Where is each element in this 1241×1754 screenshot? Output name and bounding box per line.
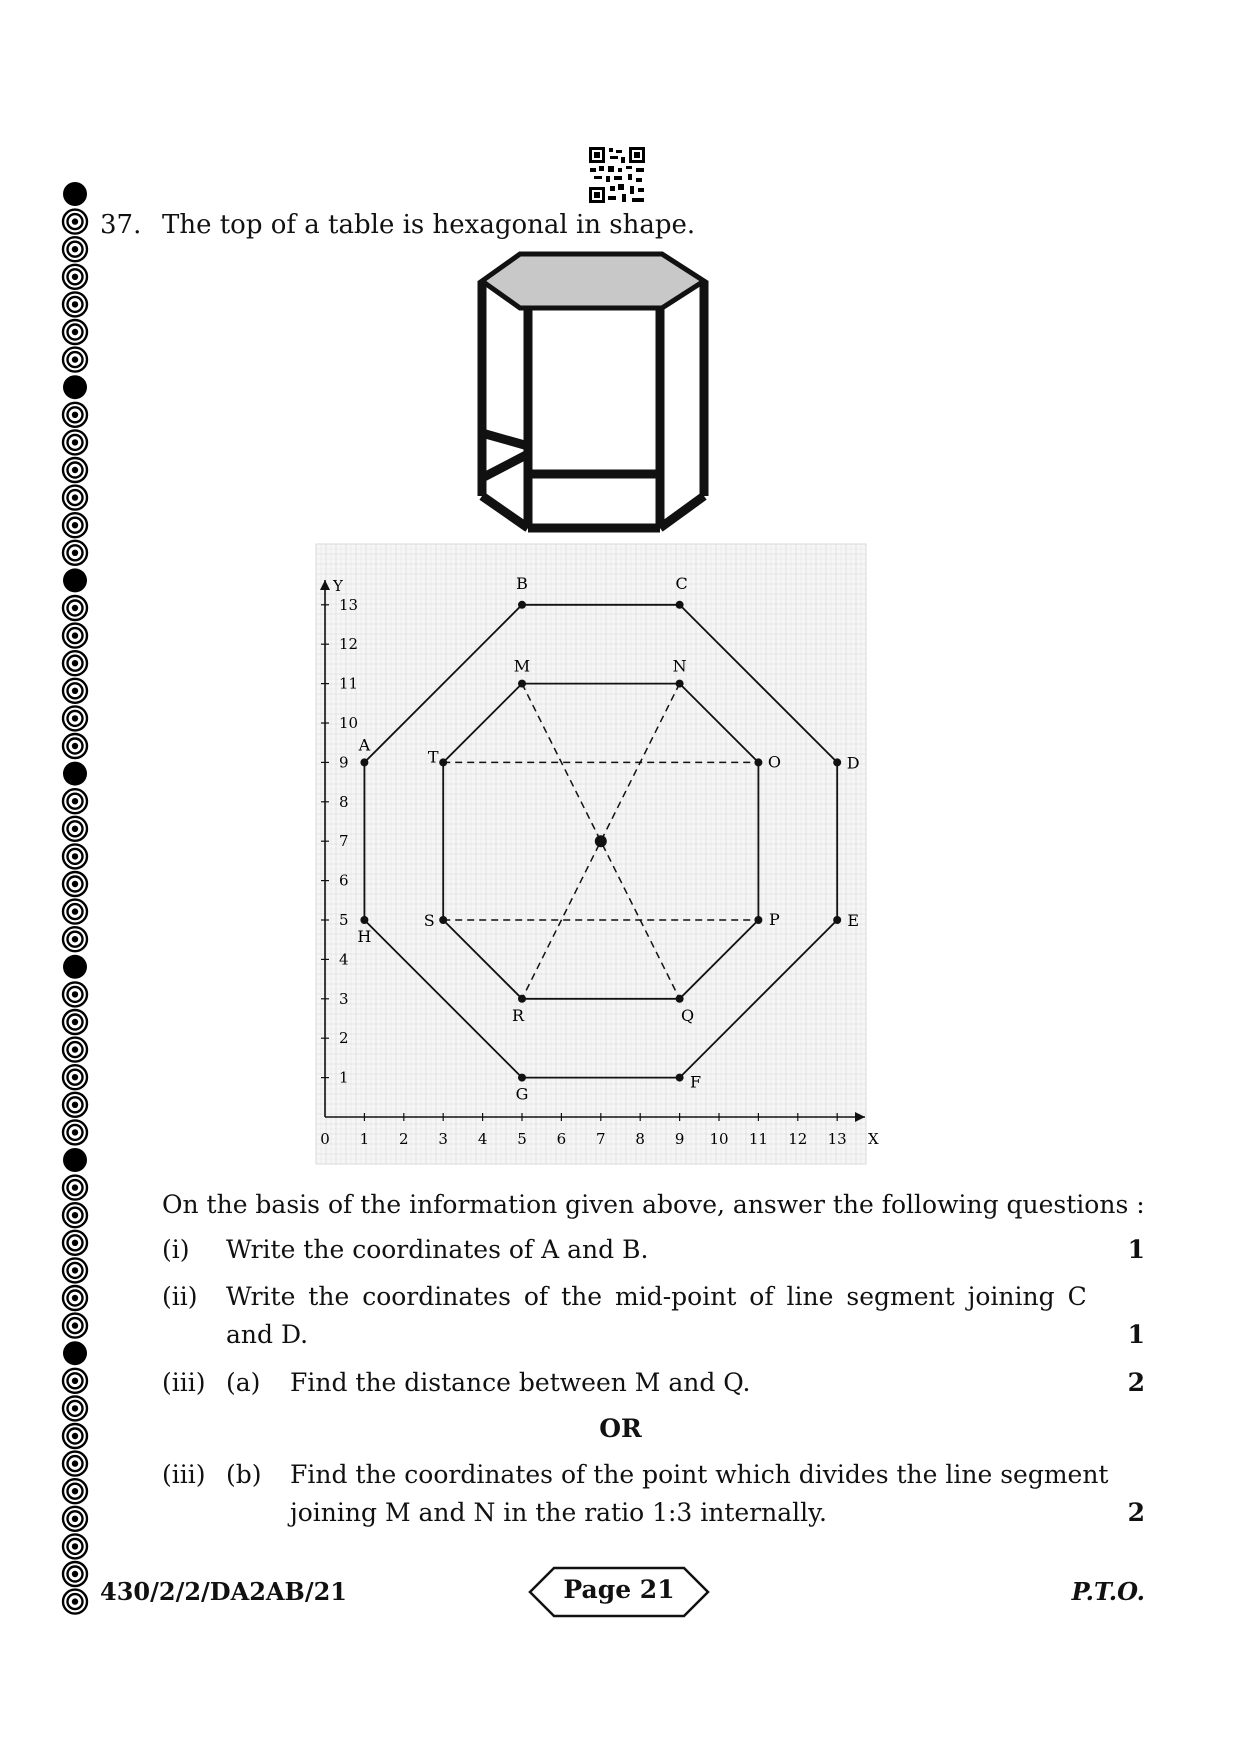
part-ii-marks: 1 [1127,1320,1145,1349]
part-ii-number: (ii) [162,1282,198,1311]
vertex-point-H [360,916,368,924]
vertex-label-O: O [767,752,781,772]
question-number: 37. [100,210,142,240]
x-tick-label: 8 [635,1130,645,1148]
vertex-point-A [360,758,368,766]
margin-mark-ring [63,1120,87,1144]
part-i-marks: 1 [1127,1235,1145,1264]
margin-mark-ring [63,1507,87,1531]
vertex-point-R [518,995,526,1003]
y-tick-label: 5 [339,911,349,929]
margin-mark-filled [63,1148,87,1172]
center-point [595,835,607,847]
part-iiia-sub: (a) [226,1368,261,1397]
margin-mark-ring [63,430,87,454]
margin-mark-filled [63,955,87,979]
margin-mark-ring [63,403,87,427]
margin-mark-filled [63,1341,87,1365]
vertex-label-H: H [357,927,372,946]
vertex-label-Q: Q [681,1005,695,1025]
margin-mark-ring [63,1369,87,1393]
margin-mark-ring [63,1562,87,1586]
part-ii-text-line1: Write the coordinates of the mid-point of line segment joining C [226,1282,1087,1311]
margin-mark-ring [63,872,87,896]
part-iiib-text-line2: joining M and N in the ratio 1:3 internally. [290,1498,827,1527]
vertex-label-T: T [427,747,439,767]
margin-mark-ring [63,1534,87,1558]
vertex-point-D [833,758,841,766]
vertex-label-S: S [423,911,435,930]
margin-mark-ring [63,1203,87,1227]
margin-mark-filled [63,568,87,592]
margin-mark-ring [63,1258,87,1282]
vertex-label-P: P [769,910,780,929]
margin-mark-ring [63,1231,87,1255]
y-tick-label: 1 [339,1068,349,1087]
margin-mark-ring [63,292,87,316]
x-tick-label: 13 [827,1130,847,1148]
x-tick-label: 10 [709,1130,729,1148]
margin-mark-ring [63,1452,87,1476]
y-tick-label: 12 [339,635,359,654]
vertex-point-G [518,1074,526,1082]
margin-mark-ring [63,651,87,675]
vertex-label-B: B [516,573,528,593]
margin-mark-ring [63,1176,87,1200]
coordinate-graph [310,540,880,1180]
x-axis-label: X [868,1130,879,1148]
margin-mark-ring [63,1286,87,1310]
vertex-point-T [439,758,447,766]
margin-mark-ring [63,486,87,510]
x-tick-label: 12 [788,1130,808,1148]
x-tick-label: 2 [399,1130,409,1148]
y-tick-label: 9 [339,753,349,772]
x-tick-label: 5 [517,1130,527,1148]
margin-mark-ring [63,541,87,565]
y-tick-label: 7 [339,832,349,851]
vertex-point-B [518,601,526,609]
vertex-label-R: R [511,1005,525,1025]
vertex-point-M [518,680,526,688]
vertex-point-F [676,1074,684,1082]
y-tick-label: 2 [339,1029,349,1048]
x-tick-label: 11 [748,1130,768,1148]
pto-label: P.T.O. [1071,1577,1145,1606]
qr-code [588,146,646,204]
part-iiib-number: (iii) [162,1460,206,1489]
x-tick-label: 1 [359,1130,370,1148]
y-axis-label: Y [333,577,343,595]
vertex-point-Q [676,995,684,1003]
part-i-number: (i) [162,1235,190,1264]
y-tick-label: 11 [339,674,359,693]
margin-mark-ring [63,1038,87,1062]
margin-mark-ring [63,679,87,703]
margin-mark-ring [63,1590,87,1614]
margin-mark-ring [63,1314,87,1338]
margin-mark-ring [63,1093,87,1117]
margin-mark-ring [63,237,87,261]
vertex-label-N: N [672,656,687,676]
part-ii-text-line2: and D. [226,1320,309,1349]
hexagonal-table-illustration [470,246,718,538]
margin-mark-ring [63,596,87,620]
part-iiib-text-line1: Find the coordinates of the point which divides the line segment [290,1460,1109,1489]
part-iiib-marks: 2 [1127,1498,1145,1527]
part-i-text: Write the coordinates of A and B. [226,1235,649,1264]
x-tick-label: 0 [320,1130,330,1148]
paper-code: 430/2/2/DA2AB/21 [100,1577,347,1606]
vertex-point-P [754,916,762,924]
x-tick-label: 4 [477,1130,488,1148]
margin-mark-ring [63,624,87,648]
y-tick-label: 8 [339,792,349,811]
margin-mark-ring [63,982,87,1006]
y-tick-label: 13 [339,595,359,614]
margin-marks [58,180,92,1620]
lead-in-text: On the basis of the information given above, answer the following questions : [162,1190,1145,1219]
margin-mark-filled [63,375,87,399]
vertex-point-N [676,680,684,688]
x-tick-label: 6 [556,1130,567,1148]
margin-mark-ring [63,706,87,730]
y-tick-label: 6 [339,871,349,890]
vertex-point-O [754,758,762,766]
part-iiia-text: Find the distance between M and Q. [290,1368,751,1397]
x-tick-label: 7 [596,1130,606,1148]
vertex-label-C: C [675,573,688,593]
margin-mark-ring [63,458,87,482]
margin-mark-ring [63,789,87,813]
margin-mark-ring [63,1479,87,1503]
vertex-label-G: G [515,1084,529,1104]
y-tick-label: 4 [339,950,349,969]
margin-mark-ring [63,513,87,537]
page-number: Page 21 [563,1575,675,1604]
margin-mark-ring [63,817,87,841]
margin-mark-ring [63,210,87,234]
vertex-label-F: F [690,1072,702,1092]
vertex-label-D: D [846,753,860,773]
part-iiib-sub: (b) [226,1460,262,1489]
or-separator: OR [599,1414,642,1443]
y-tick-label: 10 [339,714,359,732]
margin-mark-ring [63,265,87,289]
part-iiia-number: (iii) [162,1368,206,1397]
margin-mark-ring [63,734,87,758]
margin-mark-ring [63,927,87,951]
graph-grid [316,544,866,1164]
margin-mark-ring [63,1065,87,1089]
question-stem: The top of a table is hexagonal in shape. [162,210,696,240]
margin-mark-ring [63,1010,87,1034]
margin-mark-ring [63,900,87,924]
vertex-label-E: E [847,911,860,930]
vertex-point-C [676,601,684,609]
x-tick-label: 3 [438,1130,448,1148]
y-tick-label: 3 [339,989,349,1008]
margin-mark-ring [63,844,87,868]
vertex-label-A: A [358,735,371,755]
margin-mark-ring [63,348,87,372]
x-tick-label: 9 [674,1130,685,1148]
vertex-point-S [439,916,447,924]
margin-mark-filled [63,762,87,786]
vertex-point-E [833,916,841,924]
margin-mark-ring [63,320,87,344]
part-iiia-marks: 2 [1127,1368,1145,1397]
vertex-label-M: M [513,656,531,676]
margin-mark-filled [63,182,87,206]
